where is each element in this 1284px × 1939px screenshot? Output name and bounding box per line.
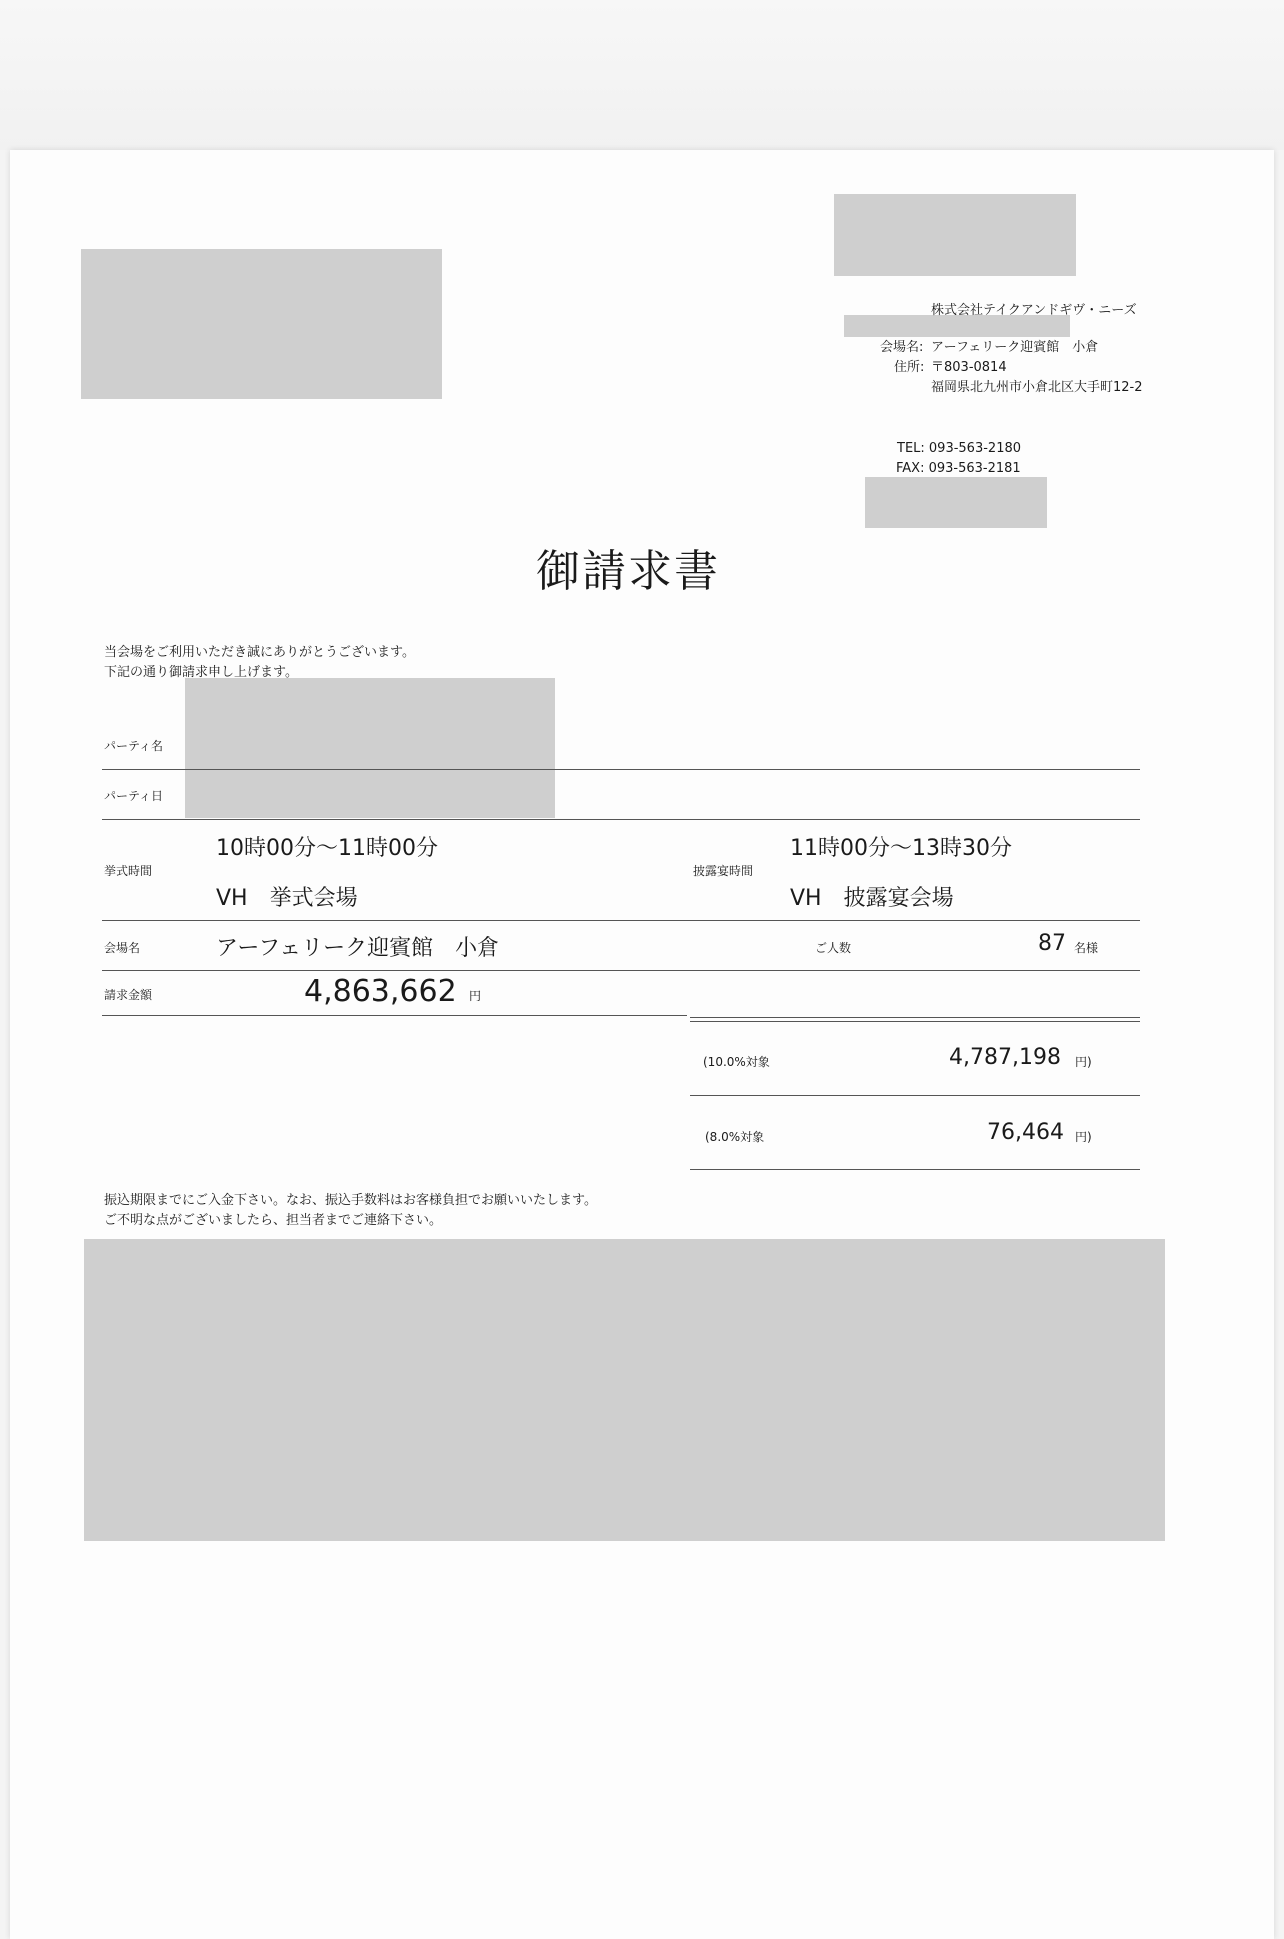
amount-unit: 円: [469, 989, 482, 1003]
divider: [690, 1021, 1140, 1022]
venue-label: 会場名: [104, 941, 141, 955]
redacted-seal: [865, 477, 1047, 528]
redacted-recipient: [81, 249, 442, 399]
issuer-fax: FAX: 093-563-2181: [896, 461, 1021, 476]
tax8-label: (8.0%対象: [705, 1130, 765, 1144]
intro-line-2: 下記の通り御請求申し上げます。: [104, 665, 298, 680]
divider: [102, 1015, 687, 1016]
party-name-label: パーティ名: [104, 739, 164, 753]
redacted-logo: [834, 194, 1076, 276]
venue-value: アーフェリーク迎賓館 小倉: [216, 936, 500, 961]
divider: [690, 1017, 1140, 1018]
party-date-label: パーティ日: [104, 789, 164, 803]
issuer-venue: アーフェリーク迎賓館 小倉: [931, 340, 1099, 355]
screen-top-area: [0, 0, 1284, 150]
intro-line-1: 当会場をご利用いただき誠にありがとうございます。: [104, 645, 415, 660]
tax8-unit: 円): [1075, 1130, 1092, 1144]
guests-unit: 名様: [1074, 941, 1099, 955]
reception-time-label: 披露宴時間: [693, 864, 754, 878]
divider: [690, 1095, 1140, 1096]
guests-label: ご人数: [815, 941, 852, 955]
redacted-party-info: [185, 678, 555, 818]
divider: [102, 970, 1140, 971]
divider: [102, 769, 1140, 770]
issuer-venue-label: 会場名:: [880, 340, 924, 355]
document-title: 御請求書: [536, 546, 720, 597]
note-line-2: ご不明な点がございましたら、担当者までご連絡下さい。: [104, 1213, 443, 1228]
note-line-1: 振込期限までにご入金下さい。なお、振込手数料はお客様負担でお願いいたします。: [104, 1193, 597, 1208]
issuer-address-label: 住所:: [894, 360, 925, 375]
guests-count: 87: [1038, 931, 1066, 956]
amount-label: 請求金額: [104, 988, 153, 1002]
divider: [690, 1169, 1140, 1170]
tax10-unit: 円): [1075, 1055, 1092, 1069]
divider: [102, 920, 1140, 921]
redacted-issuer-line: [844, 315, 1070, 337]
issuer-company: 株式会社テイクアンドギヴ・ニーズ: [931, 303, 1137, 318]
issuer-address: 福岡県北九州市小倉北区大手町12-2: [931, 380, 1143, 395]
reception-time: 11時00分～13時30分: [790, 836, 1012, 861]
ceremony-time-label: 挙式時間: [104, 864, 153, 878]
divider: [102, 819, 1140, 820]
ceremony-place: VH 挙式会場: [216, 886, 358, 911]
reception-place: VH 披露宴会場: [790, 886, 954, 911]
tax8-amount: 76,464: [987, 1120, 1064, 1145]
issuer-tel: TEL: 093-563-2180: [897, 441, 1022, 456]
issuer-postal: 〒803-0814: [931, 360, 1007, 375]
ceremony-time: 10時00分～11時00分: [216, 836, 438, 861]
redacted-bank-info: [84, 1239, 1165, 1541]
tax10-amount: 4,787,198: [949, 1045, 1061, 1070]
invoice-page: [10, 150, 1274, 1939]
amount-value: 4,863,662: [304, 974, 457, 1009]
tax10-label: (10.0%対象: [703, 1055, 770, 1069]
